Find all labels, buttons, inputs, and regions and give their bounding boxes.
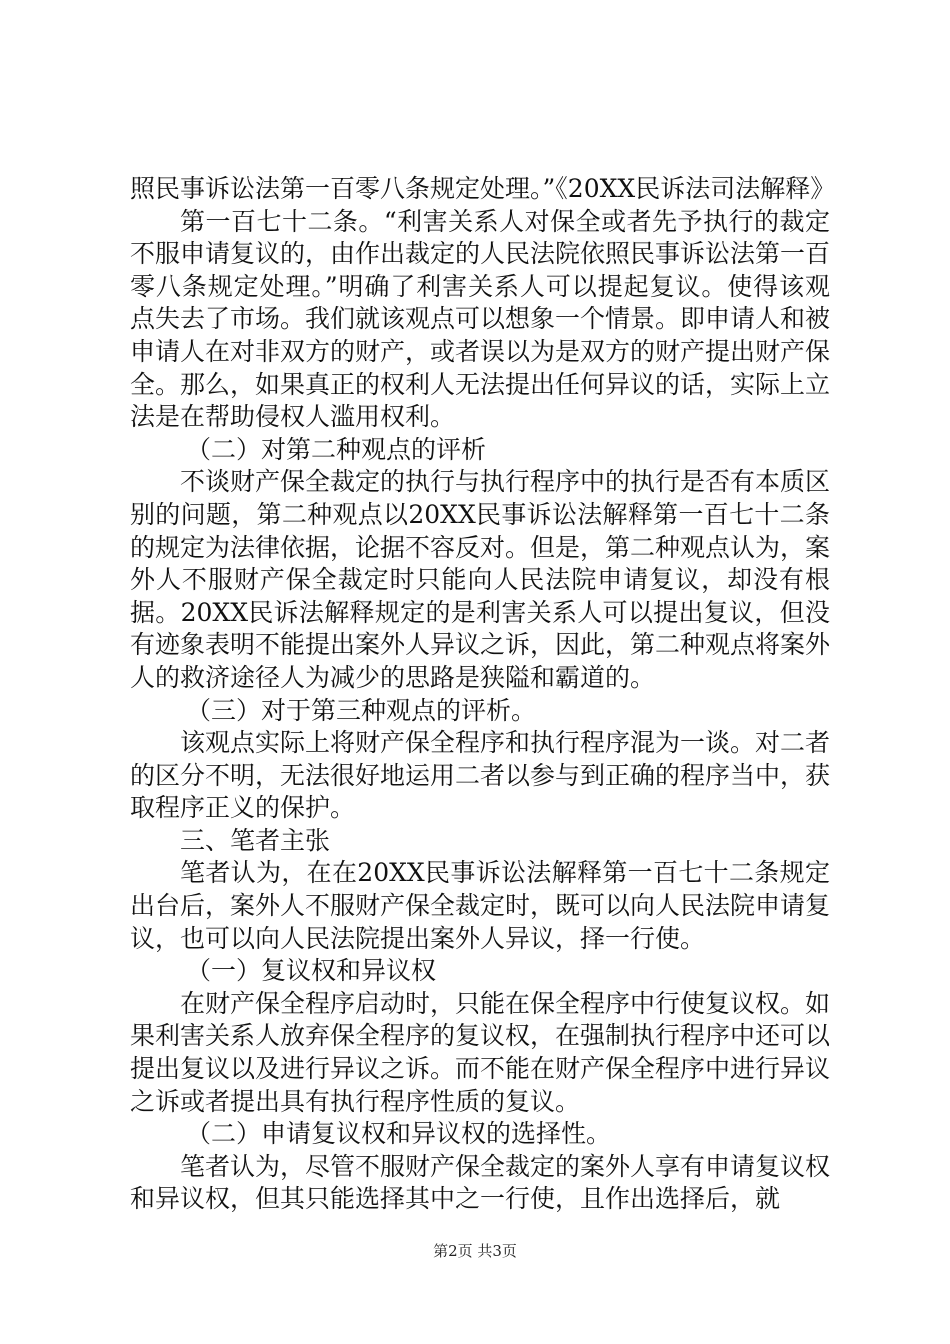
section-heading-sub-2: （二）申请复议权和异议权的选择性。 [186, 1119, 612, 1149]
paragraph-4: 该观点实际上将财产保全程序和执行程序混为一谈。对二者的区分不明，无法很好地运用二者以参与到正确的程序当中，获取程序正义的保护。 [130, 728, 831, 823]
section-heading-sub-1: （一）复议权和异议权 [186, 956, 437, 986]
paragraph-1: 照民事诉讼法第一百零八条规定处理。”《20XX民诉法司法解释》 [130, 174, 836, 203]
paragraph-3: 不谈财产保全裁定的执行与执行程序中的执行是否有本质区别的问题，第二种观点以20XX民事诉讼法解释第一百七十二条的规定为法律依据，论据不容反对。但是，第二种观点认为，案外人不服财产保全裁定时只能向人民法院申请复议，却没有根据。20XX民诉法解释规定的是利害关系人可以提出复议，但没有迹象表明不能提出案外人异议之诉，因此，第二种观点将案外人的救济途径人为减少的思路是狭隘和霸道的。 [130, 467, 831, 692]
paragraph-7: 笔者认为，尽管不服财产保全裁定的案外人享有申请复议权和异议权，但其只能选择其中之一行使，且作出选择后，就 [130, 1151, 831, 1214]
section-heading-3: （三）对于第三种观点的评析。 [186, 695, 537, 725]
section-heading-main: 三、笔者主张 [180, 825, 331, 855]
document-body [130, 173, 836, 1216]
section-heading-2: （二）对第二种观点的评析 [186, 434, 487, 464]
paragraph-6: 在财产保全程序启动时，只能在保全程序中行使复议权。如果利害关系人放弃保全程序的复议权，在强制执行程序中还可以提出复议以及进行异议之诉。而不能在财产保全程序中进行异议之诉或者提出具有执行程序性质的复议。 [130, 988, 831, 1116]
paragraph-2: 第一百七十二条。“利害关系人对保全或者先予执行的裁定不服申请复议的，由作出裁定的人民法院依照民事诉讼法第一百零八条规定处理。”明确了利害关系人可以提起复议。使得该观点失去了市场。我们就该观点可以想象一个情景。即申请人和被申请人在对非双方的财产，或者误以为是双方的财产提出财产保全。那么，如果真正的权利人无法提出任何异议的话，实际上立法是在帮助侵权人滥用权利。 [130, 206, 831, 432]
page-number-footer: 第2页 共3页 [433, 1242, 517, 1260]
paragraph-5: 笔者认为，在在20XX民事诉讼法解释第一百七十二条规定出台后，案外人不服财产保全裁定时，既可以向人民法院申请复议，也可以向人民法院提出案外人异议，择一行使。 [130, 858, 831, 953]
